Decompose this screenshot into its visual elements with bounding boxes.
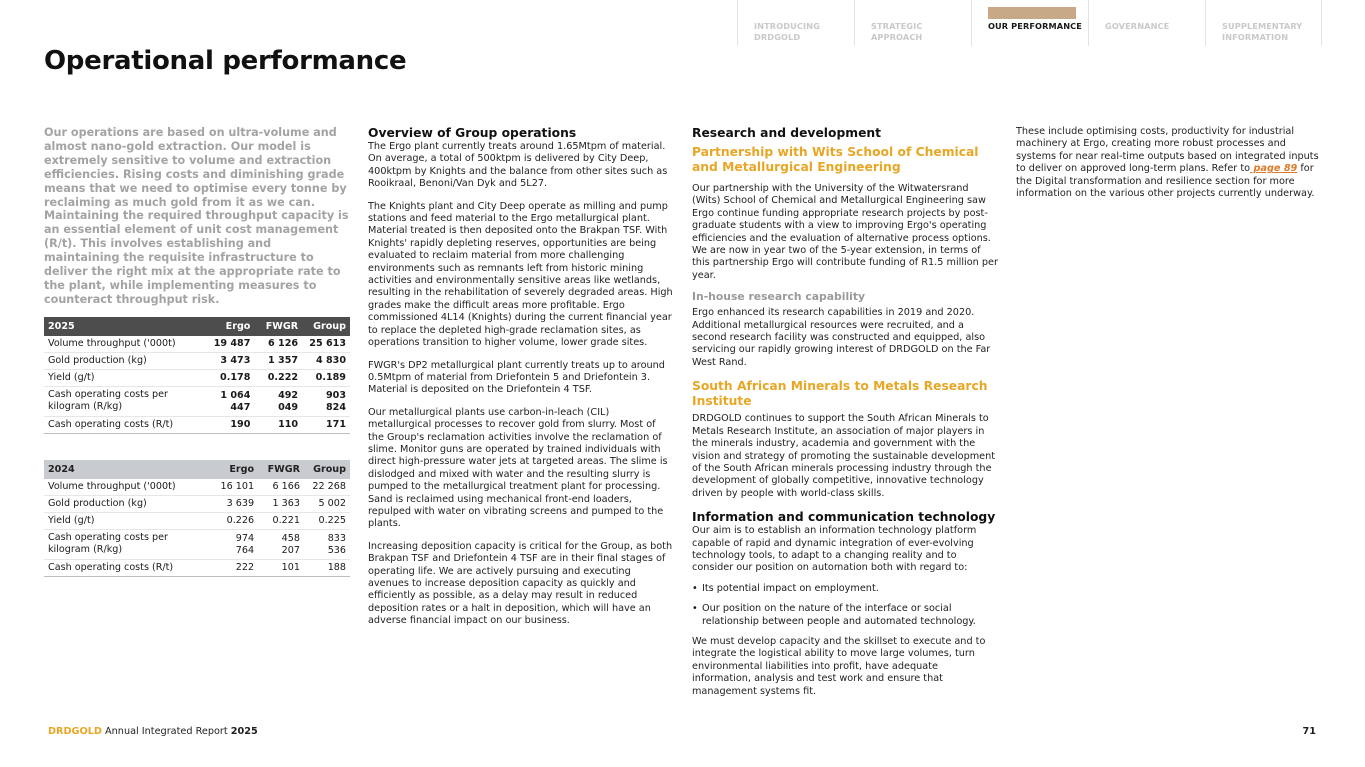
- footer-year: 2025: [230, 726, 258, 737]
- cell-group: 0.189: [302, 369, 350, 386]
- table-header-row: [44, 317, 350, 336]
- cell-fwgr: 0.222: [254, 369, 302, 386]
- cell-fwgr: 492 049: [254, 386, 302, 416]
- row-label: Volume throughput ('000t): [44, 336, 201, 353]
- cell-fwgr: 6 166: [258, 479, 304, 496]
- column-2: [368, 126, 674, 628]
- cell-group: 5 002: [304, 495, 350, 512]
- page-number: 71: [1302, 726, 1316, 737]
- cell-group: 171: [302, 416, 350, 433]
- overview-paragraph-2: The Knights plant and City Deep operate as milling and pump stations and feed material to the Ergo metallurgical plant. Material treated is then deposited onto the Brakpan TSF. With Knights' rapidly depleting reserves, opportunities are being evaluated to reclaim material from more challenging environments such as remnants left from historic mining activities and environmentally sensitive areas like wetlands, resulting in the rehabilitation of severely degraded areas. High grades make the difficult areas more profitable. Ergo commissioned 4L14 (Knights) during the current financial year to replace the depleted high-grade reclamation sites, as operations transition to higher volume, lower grade sites.: [368, 200, 673, 349]
- header-year: 2024: [44, 460, 213, 479]
- inhouse-heading: In-house research capability: [692, 290, 866, 304]
- overview-paragraph-4: Our metallurgical plants use carbon-in-leach (CIL) metallurgical processes to recover gold from slurry. Most of the Group's reclamation activities involve the reclamation of slime. Monitor guns are operated by trained individuals with direct high-pressure water jets at targeted areas. The slime is dislodged and mixed with water and the resulting slurry is pumped to the metallurgical treatment plant for processing. Sand is reclaimed using mechanical front-end loaders, repulped with water on vibrating screens and pumped to the plants.: [368, 406, 668, 530]
- cell-group: 903 824: [302, 386, 350, 416]
- cell-ergo: 1 064 447: [201, 386, 255, 416]
- active-tab-indicator: [988, 7, 1076, 19]
- cell-fwgr: 110: [254, 416, 302, 433]
- header-fwgr: FWGR: [254, 317, 302, 336]
- header-fwgr: FWGR: [258, 460, 304, 479]
- header-year: 2025: [44, 317, 201, 336]
- header-group: Group: [302, 317, 350, 336]
- samri-paragraph: DRDGOLD continues to support the South African Minerals to Metals Research Institute, an association of major players in the minerals industry, academia and government with the vision and strategy of promoting the sustainable development of the South African minerals processing industry through the development of globally competitive, innovative technology driven by people with world-class skills.: [692, 413, 996, 499]
- cell-group: 4 830: [302, 352, 350, 369]
- overview-paragraph-3: FWGR's DP2 metallurgical plant currently treats up to around 0.5Mtpm of material from Driefontein 5 and Driefontein 3. Material is deposited on the Driefontein 4 TSF.: [368, 359, 665, 396]
- header-ergo: Ergo: [201, 317, 255, 336]
- tab-label: STRATEGIC APPROACH: [871, 21, 923, 42]
- column-4: [1016, 126, 1322, 200]
- tab-governance[interactable]: [1088, 0, 1205, 46]
- col4-text-after: for the Digital transformation and resilience section for more information on the various other projects currently underway.: [1016, 163, 1315, 200]
- tab-our-performance[interactable]: [971, 0, 1088, 46]
- inhouse-paragraph: Ergo enhanced its research capabilities in 2019 and 2020. Additional metallurgical resources were recruited, and a second research facility was constructed and equipped, also servicing our rapidly growing interest of DRDGOLD on the Far West Rand.: [692, 307, 991, 368]
- row-label: Cash operating costs per kilogram (R/kg): [44, 529, 213, 559]
- overview-heading: Overview of Group operations: [368, 126, 577, 140]
- cell-ergo: 974 764: [213, 529, 258, 559]
- col4-text-before: These include optimising costs, productivity for industrial machinery at Ergo, creating more robust processes and systems for near real-time outputs based on integrated inputs to deliver on approved long-term plans. Refer to: [1016, 126, 1319, 175]
- row-label: Cash operating costs (R/t): [44, 559, 213, 576]
- ict-heading: Information and communication technology: [692, 510, 996, 525]
- tab-strategic-approach[interactable]: [854, 0, 971, 46]
- cell-ergo: 16 101: [213, 479, 258, 496]
- cell-group: 22 268: [304, 479, 350, 496]
- cell-fwgr: 1 363: [258, 495, 304, 512]
- tab-label: GOVERNANCE: [1105, 21, 1170, 31]
- cell-fwgr: 1 357: [254, 352, 302, 369]
- table-row: [44, 559, 350, 576]
- col4-paragraph: [1016, 126, 1322, 200]
- table-row: [44, 495, 350, 512]
- cell-fwgr: 458 207: [258, 529, 304, 559]
- tab-label: INTRODUCING DRDGOLD: [754, 21, 820, 42]
- footer: [48, 726, 258, 737]
- footer-report-title: Annual Integrated Report: [101, 726, 231, 737]
- table-row: [44, 529, 350, 559]
- cell-ergo: 190: [201, 416, 255, 433]
- tab-label: OUR PERFORMANCE: [988, 21, 1082, 31]
- cell-fwgr: 101: [258, 559, 304, 576]
- cell-ergo: 0.178: [201, 369, 255, 386]
- cell-group: 833 536: [304, 529, 350, 559]
- row-label: Gold production (kg): [44, 352, 201, 369]
- column-3: [692, 126, 998, 698]
- table-row: [44, 369, 350, 386]
- overview-paragraph-1: The Ergo plant currently treats around 1.65Mtpm of material. On average, a total of 500ktpm is delivered by City Deep, 400ktpm by Knights and the balance from other sites such as Rooikraal, Benoni/Van Dyk and 5L27.: [368, 141, 668, 190]
- performance-table-2025: [44, 317, 350, 434]
- wits-paragraph: Our partnership with the University of the Witwatersrand (Wits) School of Chemical and Metallurgical Engineering saw Ergo continue funding appropriate research projects by post-graduate students with a view to improving Ergo's operating efficiencies and the evaluation of alternative process options. We are now in year two of the 5-year extension, in terms of this partnership Ergo will contribute funding of R1.5 million per year.: [692, 183, 998, 281]
- row-label: Cash operating costs per kilogram (R/kg): [44, 386, 201, 416]
- overview-paragraph-5: Increasing deposition capacity is critical for the Group, as both Brakpan TSF and Driefontein 4 TSF are in their final stages of operating life. We are actively pursuing and executing avenues to increase deposition capacity as quickly and efficiently as possible, as a delay may result in reduced deposition rates or a halt in deposition, which will have an adverse financial impact on our business.: [368, 540, 673, 627]
- header-group: Group: [304, 460, 350, 479]
- row-label: Volume throughput ('000t): [44, 479, 213, 496]
- ict-paragraph-2: We must develop capacity and the skillset to execute and to integrate the logistical ability to move large volumes, turn environmental liabilities into profit, have adequate information, analysis and test work and ensure that management systems fit.: [692, 635, 986, 697]
- row-label: Yield (g/t): [44, 369, 201, 386]
- cell-ergo: 222: [213, 559, 258, 576]
- page-89-link[interactable]: page 89: [1250, 163, 1298, 175]
- tab-supplementary-information[interactable]: [1205, 0, 1322, 46]
- performance-table-2024: [44, 460, 350, 577]
- row-label: Gold production (kg): [44, 495, 213, 512]
- intro-text: Our operations are based on ultra-volume and almost nano-gold extraction. Our model is extremely sensitive to volume and extraction efficiencies. Rising costs and diminishing grade means that we need to optimise every tonne by reclaiming as much gold from it as we can. Maintaining the required throughput capacity is an essential element of unit cost management (R/t). This involves establishing and maintaining the requisite infrastructure to deliver the right mix at the appropriate rate to the plant, while implementing measures to counteract throughput risk.: [44, 126, 349, 306]
- table-header-row: [44, 460, 350, 479]
- table-row: [44, 386, 350, 416]
- cell-fwgr: 6 126: [254, 336, 302, 353]
- header-ergo: Ergo: [213, 460, 258, 479]
- cell-group: 188: [304, 559, 350, 576]
- cell-ergo: 3 473: [201, 352, 255, 369]
- cell-fwgr: 0.221: [258, 512, 304, 529]
- row-label: Yield (g/t): [44, 512, 213, 529]
- tab-introducing-drdgold[interactable]: [737, 0, 854, 46]
- wits-heading: Partnership with Wits School of Chemical and Metallurgical Engineering: [692, 145, 979, 174]
- column-1: [44, 126, 350, 603]
- ict-bullet-list: [692, 583, 998, 628]
- list-item: • Its potential impact on employment.: [692, 583, 998, 595]
- research-heading: Research and development: [692, 126, 882, 140]
- tab-label: SUPPLEMENTARY INFORMATION: [1222, 21, 1303, 42]
- table-row: [44, 479, 350, 496]
- cell-group: 0.225: [304, 512, 350, 529]
- samri-heading: South African Minerals to Metals Research Institute: [692, 379, 988, 409]
- ict-paragraph-1: Our aim is to establish an information technology platform capable of rapid and dynamic integration of ever-evolving technology tools, to adapt to a changing reality and to consider our position on automation both with regard to:: [692, 525, 977, 574]
- cell-group: 25 613: [302, 336, 350, 353]
- row-label: Cash operating costs (R/t): [44, 416, 201, 433]
- table-row: [44, 512, 350, 529]
- table-row: [44, 352, 350, 369]
- table-row: [44, 336, 350, 353]
- section-nav: [737, 0, 1322, 46]
- cell-ergo: 3 639: [213, 495, 258, 512]
- table-row: [44, 416, 350, 433]
- cell-ergo: 0.226: [213, 512, 258, 529]
- page-title: Operational performance: [44, 46, 407, 76]
- list-item: • Our position on the nature of the interface or social relationship between people and automated technology.: [692, 603, 998, 628]
- cell-ergo: 19 487: [201, 336, 255, 353]
- footer-brand: DRDGOLD: [48, 726, 102, 737]
